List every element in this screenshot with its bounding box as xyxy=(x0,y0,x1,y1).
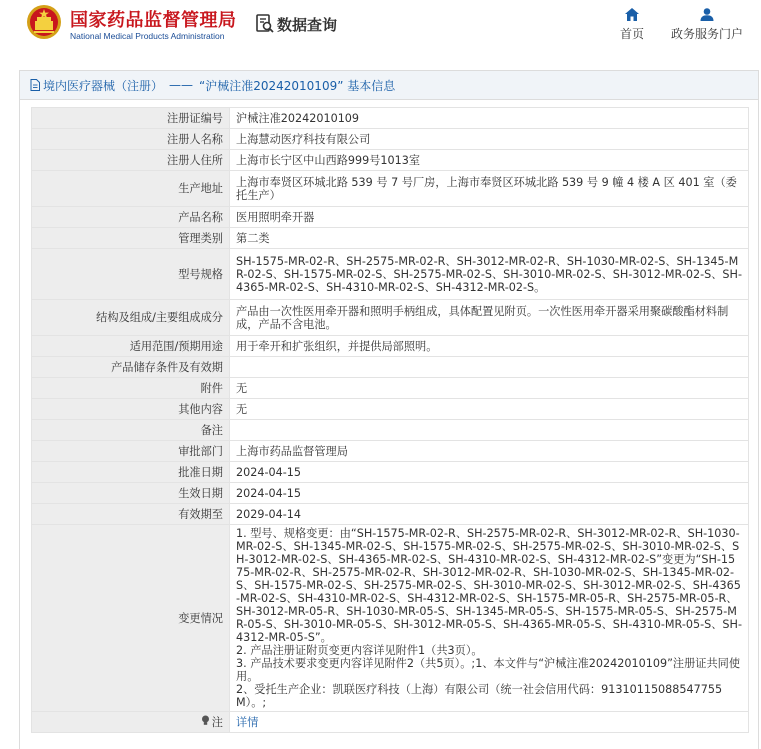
field-value: 医用照明牵开器 xyxy=(230,207,749,228)
table-row xyxy=(32,228,749,249)
breadcrumb-separator: —— xyxy=(169,78,194,92)
field-label: 注册证编号 xyxy=(32,108,230,129)
field-label: 有效期至 xyxy=(32,504,230,525)
change-line: 2. 产品注册证附页变更内容详见附件1（共3页）。 xyxy=(236,644,483,657)
field-value: 上海慧动医疗科技有限公司 xyxy=(230,129,749,150)
field-value xyxy=(230,420,749,441)
nav-service-portal[interactable] xyxy=(668,8,746,42)
field-label: 变更情况 xyxy=(32,525,230,712)
table-row xyxy=(32,171,749,207)
detail-panel xyxy=(19,70,759,749)
data-query-label: 数据查询 xyxy=(277,15,338,34)
field-label: 批准日期 xyxy=(32,462,230,483)
home-icon xyxy=(625,8,639,21)
change-line: 3. 产品技术要求变更内容详见附件2（共5页）。;1、本文件与“沪械注准20242010109”注册证共同使用。 xyxy=(236,657,741,683)
field-value: 2024-04-15 xyxy=(230,462,749,483)
document-icon xyxy=(30,79,40,91)
field-value: 2024-04-15 xyxy=(230,483,749,504)
table-row xyxy=(32,249,749,300)
field-label: 管理类别 xyxy=(32,228,230,249)
field-value: 上海市药品监督管理局 xyxy=(230,441,749,462)
field-value xyxy=(230,357,749,378)
field-label: 产品储存条件及有效期 xyxy=(32,357,230,378)
table-row xyxy=(32,504,749,525)
table-row xyxy=(32,441,749,462)
user-icon xyxy=(700,8,714,21)
field-label: 注册人住所 xyxy=(32,150,230,171)
note-label-cell xyxy=(32,712,230,733)
field-value: 用于牵开和扩张组织，并提供局部照明。 xyxy=(230,336,749,357)
table-row xyxy=(32,399,749,420)
table-row xyxy=(32,150,749,171)
field-value: 沪械注准20242010109 xyxy=(230,108,749,129)
field-value: 2029-04-14 xyxy=(230,504,749,525)
field-label: 产品名称 xyxy=(32,207,230,228)
field-label: 生产地址 xyxy=(32,171,230,207)
table-row-note xyxy=(32,712,749,733)
table-row xyxy=(32,336,749,357)
field-label: 生效日期 xyxy=(32,483,230,504)
table-row xyxy=(32,378,749,399)
breadcrumb-section[interactable]: 境内医疗器械（注册） xyxy=(43,78,164,93)
table-row xyxy=(32,420,749,441)
note-value xyxy=(230,712,749,733)
field-value: 上海市奉贤区环城北路 539 号 7 号厂房，上海市奉贤区环城北路 539 号 9 幢 4 楼 A 区 401 室（委托生产） xyxy=(230,171,749,207)
table-row xyxy=(32,207,749,228)
table-row xyxy=(32,129,749,150)
logo-title: 国家药品监督管理局 xyxy=(70,10,237,31)
field-label: 审批部门 xyxy=(32,441,230,462)
nav-home[interactable] xyxy=(618,8,646,42)
breadcrumb-title: “沪械注准20242010109” 基本信息 xyxy=(199,78,396,93)
info-table xyxy=(31,107,749,733)
field-value: 产品由一次性医用牵开器和照明手柄组成，具体配置见附页。一次性医用牵开器采用聚碳酸酯材料制成，产品不含电池。 xyxy=(230,300,749,336)
document-search-icon xyxy=(256,14,274,34)
field-label: 型号规格 xyxy=(32,249,230,300)
national-emblem-icon xyxy=(26,4,62,40)
field-value: SH-1575-MR-02-R、SH-2575-MR-02-R、SH-3012-MR-02-R、SH-1030-MR-02-S、SH-1345-MR-02-S、SH-1575-MR-02-S、SH-2575-MR-02-S、SH-3010-MR-02-S、SH-3012-MR-02-S、SH-4365-MR-02-S、SH-4310-MR-02-S、SH-4312-MR-02-S。 xyxy=(230,249,749,300)
nav-home-label: 首页 xyxy=(619,27,644,41)
table-row xyxy=(32,462,749,483)
breadcrumb xyxy=(20,71,758,100)
note-label: 注 xyxy=(211,716,223,729)
field-label: 备注 xyxy=(32,420,230,441)
field-value: 无 xyxy=(230,378,749,399)
field-value: 上海市长宁区中山西路999号1013室 xyxy=(230,150,749,171)
nav-portal-label: 政务服务门户 xyxy=(670,27,743,41)
changes-value xyxy=(230,525,749,712)
field-label: 注册人名称 xyxy=(32,129,230,150)
site-header xyxy=(0,0,761,58)
data-query-link[interactable] xyxy=(256,13,337,35)
change-line: 1. 型号、规格变更：由“SH-1575-MR-02-R、SH-2575-MR-02-R、SH-3012-MR-02-R、SH-1030-MR-02-S、SH-1345-MR-02-S、SH-1575-MR-02-S、SH-2575-MR-02-S、SH-3010-MR-02-S、SH-3012-MR-02-S、SH-4365-MR-02-S、SH-4310-MR-02-S、SH-4312-MR-02-S”变更为“SH-1575-MR-02-R、SH-2575-MR-02-R、SH-3012-MR-02-R、SH-1030-MR-02-S、SH-1345-MR-02-S、SH-1575-MR-02-S、SH-2575-MR-02-S、SH-3010-MR-02-S、SH-3012-MR-02-S、SH-4365-MR-02-S、SH-4310-MR-02-S、SH-4312-MR-02-S、SH-1575-MR-05-R、SH-2575-MR-05-R、SH-3012-MR-05-R、SH-1030-MR-05-S、SH-1345-MR-05-S、SH-1575-MR-05-S、SH-2575-MR-05-S、SH-3010-MR-05-S、SH-3012-MR-05-S、SH-4365-MR-05-S、SH-4310-MR-05-S、SH-4312-MR-05-S”。 xyxy=(236,527,742,644)
table-row xyxy=(32,108,749,129)
field-label: 其他内容 xyxy=(32,399,230,420)
table-row xyxy=(32,300,749,336)
change-line: 2、受托生产企业：凯联医疗科技（上海）有限公司（统一社会信用代码：91310115088547755M）。; xyxy=(236,683,723,709)
field-label: 适用范围/预期用途 xyxy=(32,336,230,357)
field-value: 第二类 xyxy=(230,228,749,249)
lightbulb-icon xyxy=(201,715,210,729)
table-row xyxy=(32,483,749,504)
logo-subtitle: National Medical Products Administration xyxy=(70,31,225,41)
field-label: 附件 xyxy=(32,378,230,399)
details-link[interactable]: 详情 xyxy=(236,715,259,729)
field-value: 无 xyxy=(230,399,749,420)
table-row-changes xyxy=(32,525,749,712)
table-row xyxy=(32,357,749,378)
field-label: 结构及组成/主要组成成分 xyxy=(32,300,230,336)
